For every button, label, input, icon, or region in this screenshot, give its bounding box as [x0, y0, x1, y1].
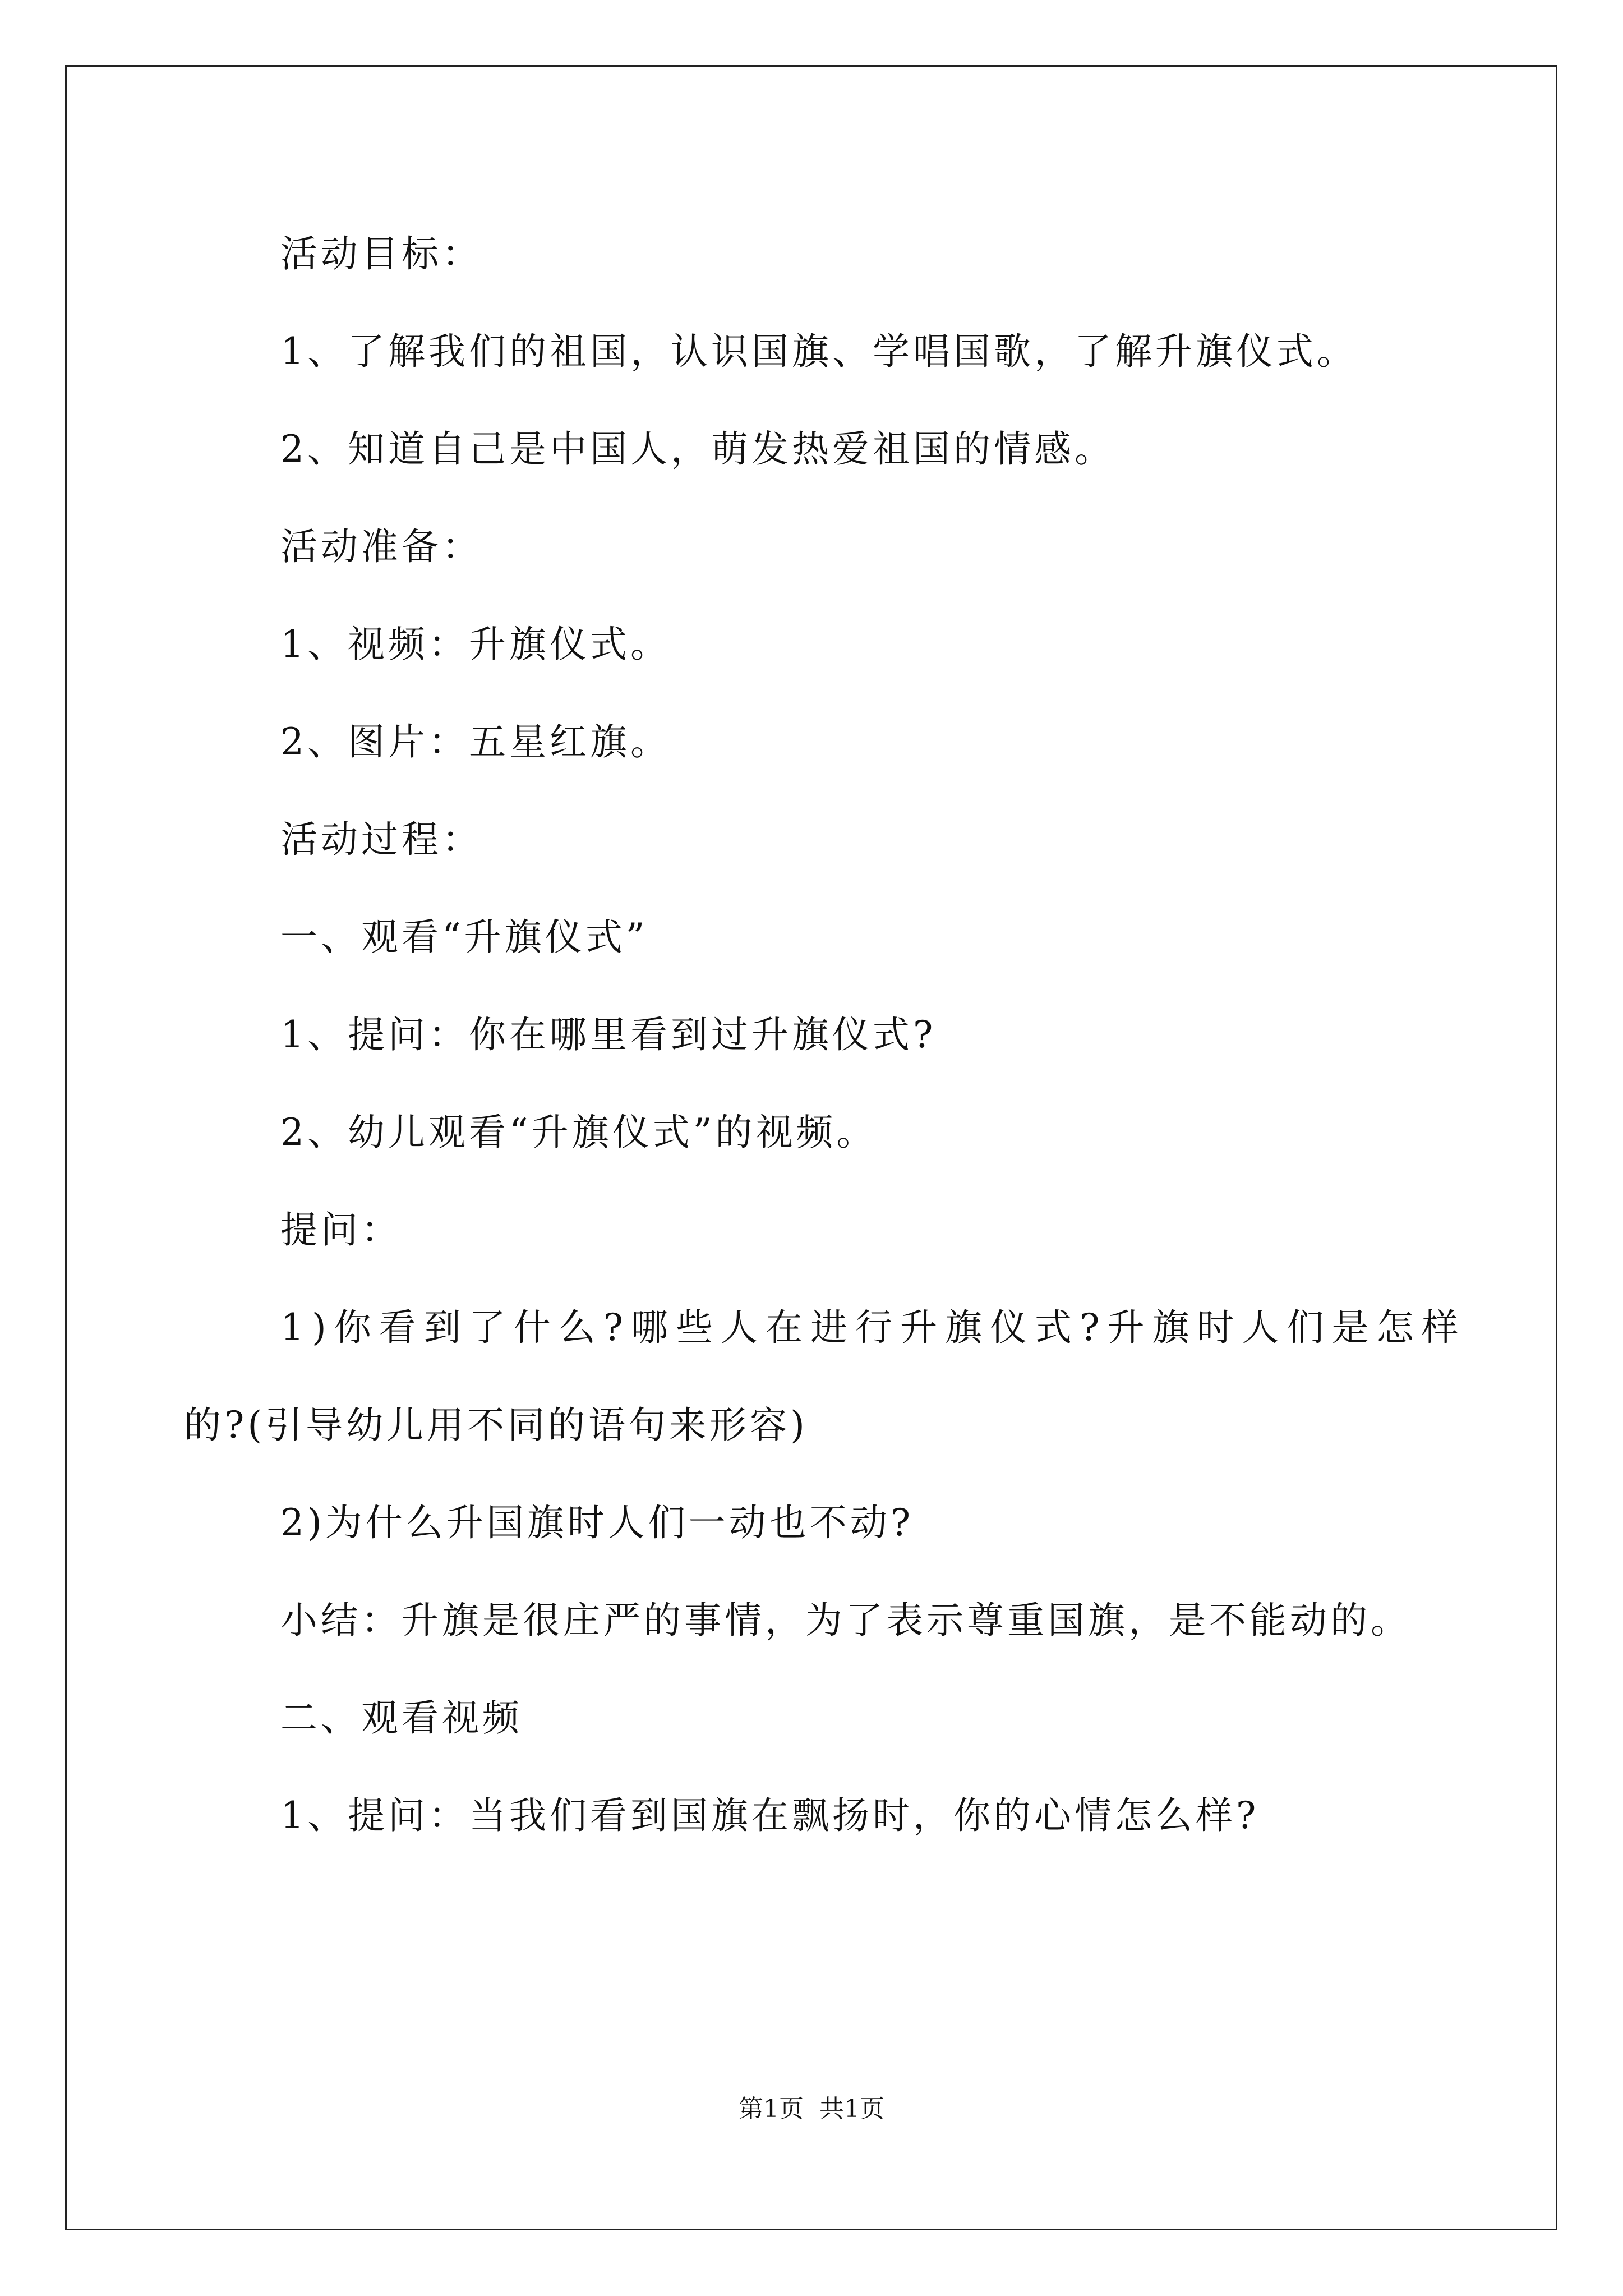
- heading-activity-goals: 活动目标：: [280, 232, 482, 275]
- section-1-item-2: 2、幼儿观看“升旗仪式”的视频。: [280, 1111, 877, 1154]
- section-2-item-1: 1、提问：当我们看到国旗在飘扬时，你的心情怎么样?: [280, 1794, 1260, 1837]
- question-heading: 提问：: [280, 1208, 402, 1251]
- heading-activity-preparation: 活动准备：: [280, 525, 482, 568]
- section-heading-1: 一、观看“升旗仪式”: [280, 915, 648, 959]
- page-footer: 第1页 共1页: [739, 2095, 884, 2123]
- section-heading-2: 二、观看视频: [280, 1696, 523, 1740]
- question-1: 1)你看到了什么?哪些人在进行升旗仪式?升旗时人们是怎样: [280, 1306, 1467, 1349]
- section-1-item-1: 1、提问：你在哪里看到过升旗仪式?: [280, 1013, 937, 1056]
- preparation-item-2: 2、图片：五星红旗。: [280, 720, 671, 763]
- heading-activity-process: 活动过程：: [280, 818, 482, 861]
- goal-item-2: 2、知道自己是中国人，萌发热爱祖国的情感。: [280, 427, 1115, 471]
- summary-paragraph: 小结：升旗是很庄严的事情，为了表示尊重国旗，是不能动的。: [280, 1599, 1411, 1642]
- question-2: 2)为什么升国旗时人们一动也不动?: [280, 1501, 914, 1544]
- question-1-continued: 的?(引导幼儿用不同的语句来形容): [184, 1404, 808, 1447]
- goal-item-1: 1、了解我们的祖国，认识国旗、学唱国歌，了解升旗仪式。: [280, 330, 1357, 373]
- preparation-item-1: 1、视频：升旗仪式。: [280, 623, 671, 666]
